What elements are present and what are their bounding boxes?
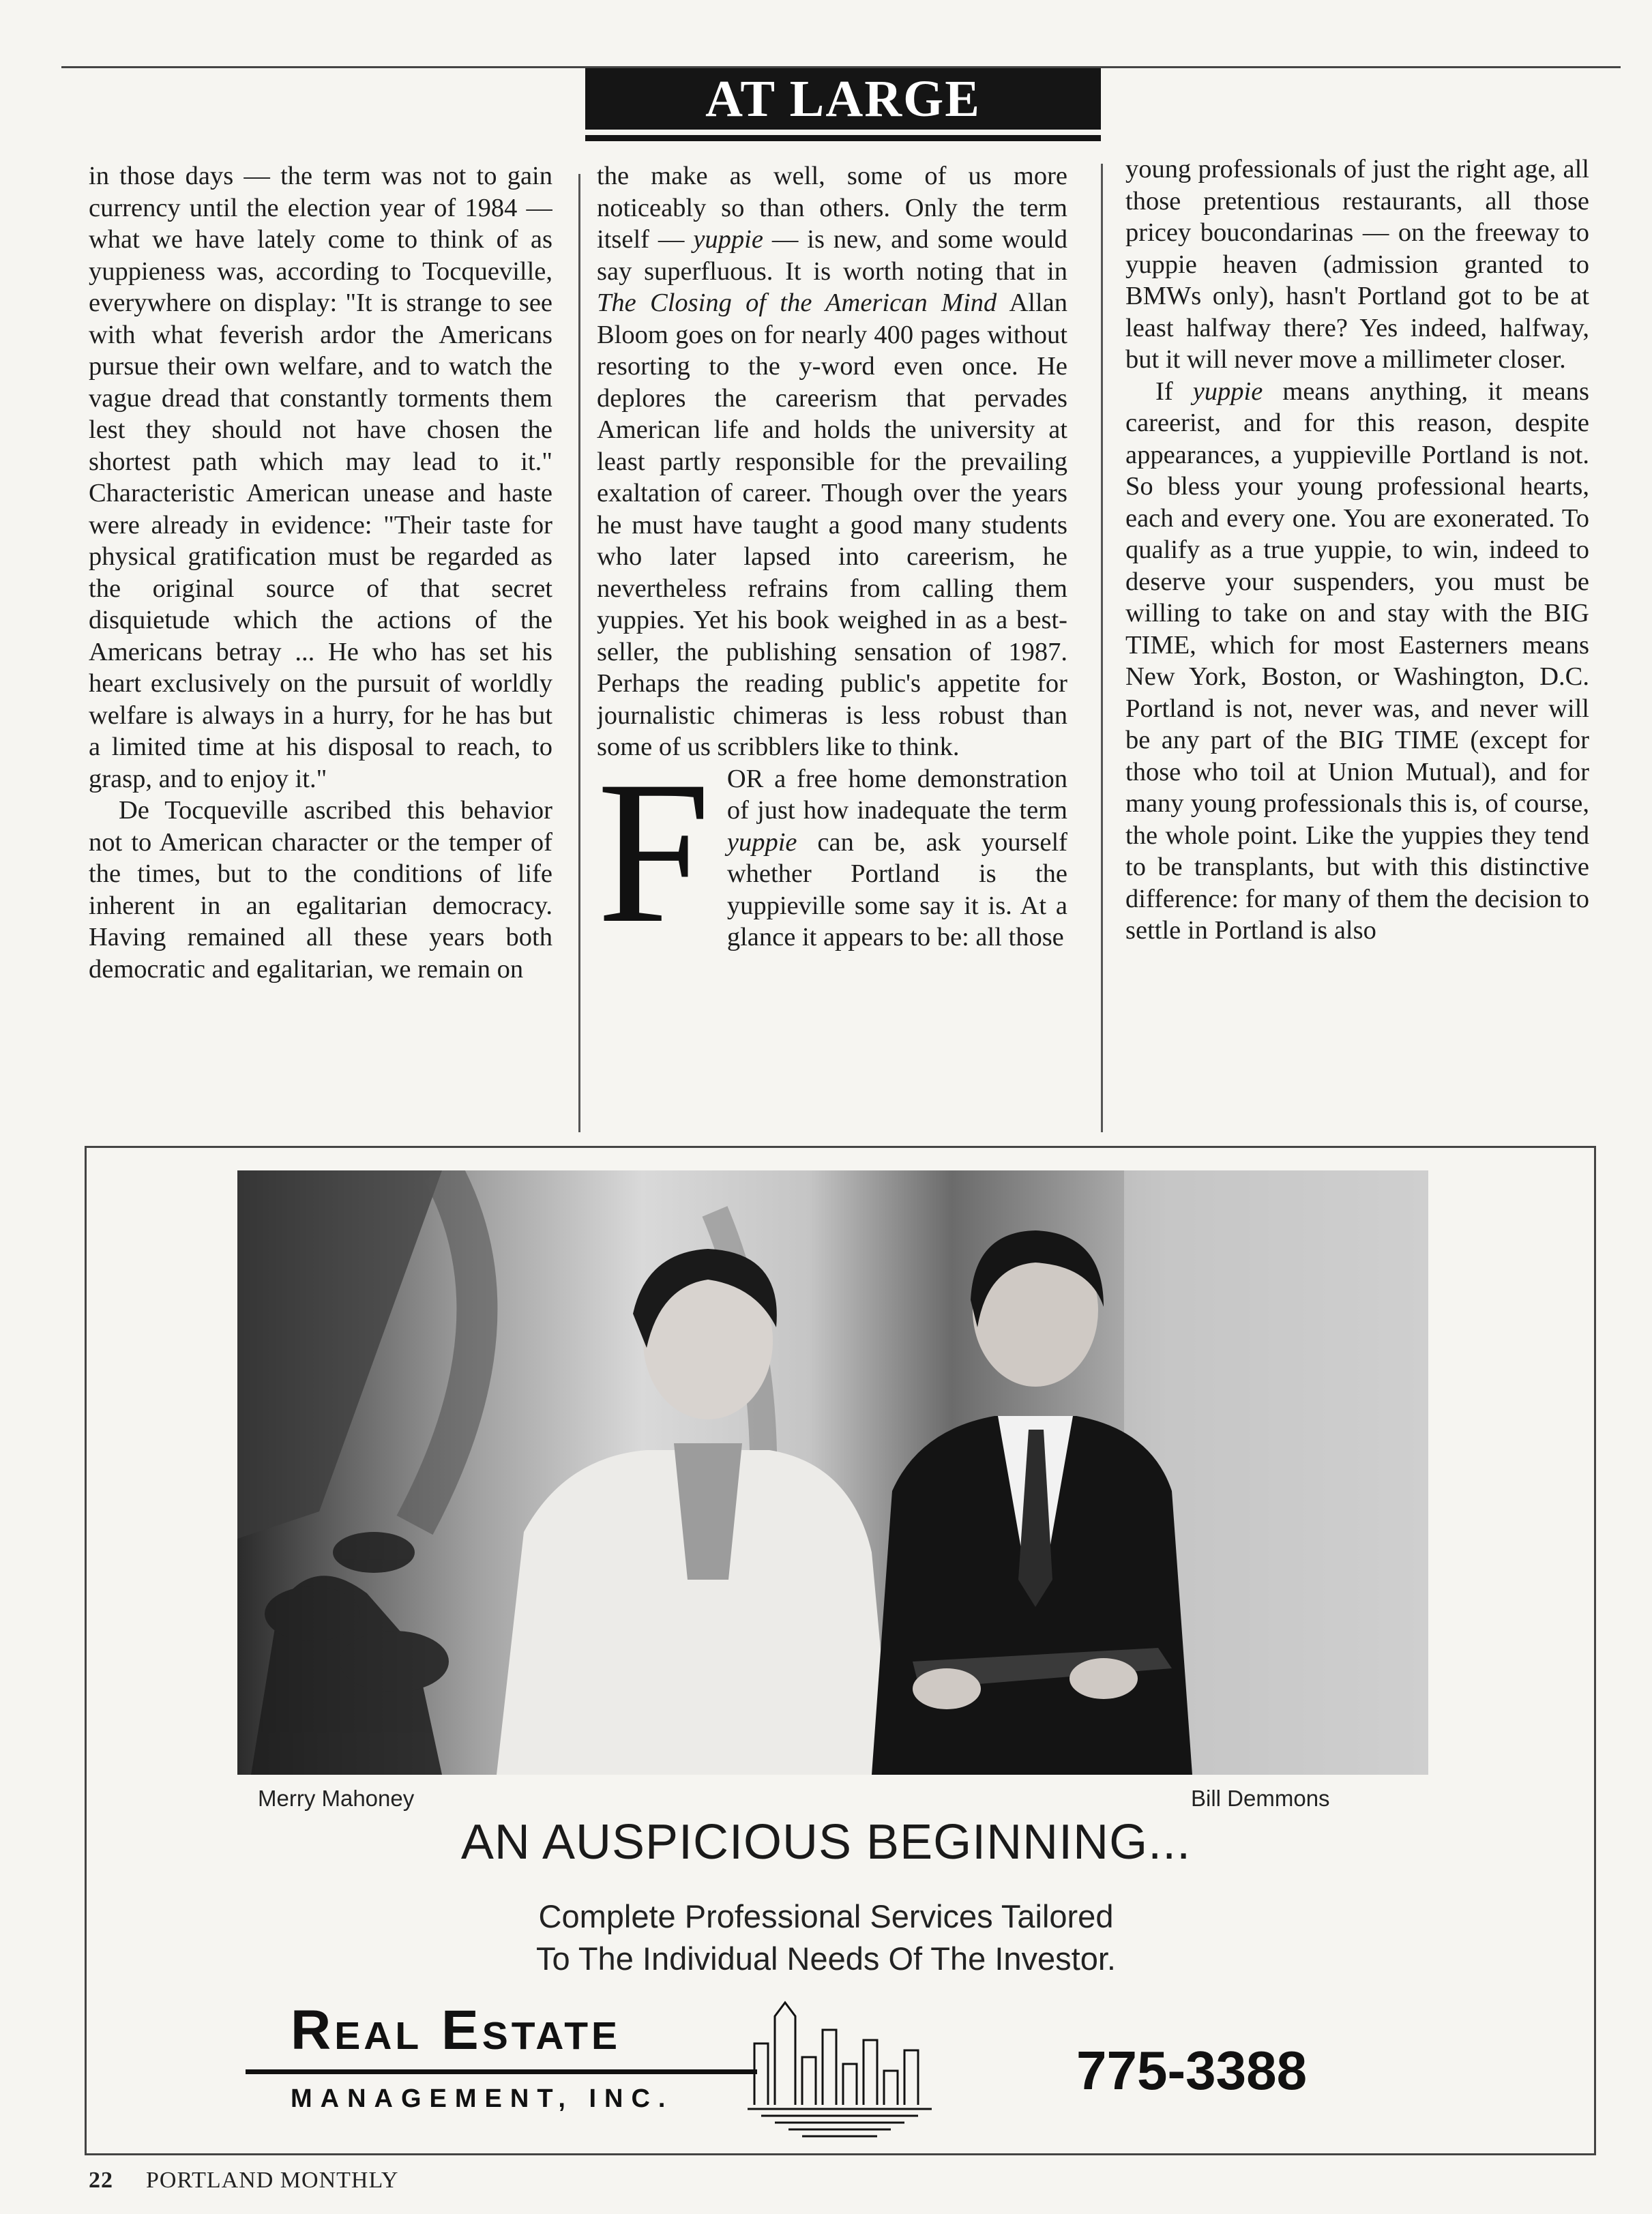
paragraph: the make as well, some of us more noticeably so than others. Only the term itself — yuppie — is new, and some would say superfluous. It is worth noting that in The Closing of the American Mind Allan Bloom goes on for nearly 400 pages without resorting to the y-word even once. He deplores the careerism that pervades American life and holds the university at least partly responsible for the prevailing exaltation of career. Though over the years he must have taught a good many students who later lapsed into careerism, he nevertheless refrains from calling them yuppies. Yet his book weighed in as a best-seller, the publishing sensation of 1987. Perhaps the reading public's appetite for journalistic chimeras is less robust than some of us scribblers like to think. <box>597 162 1067 761</box>
section-title: AT LARGE <box>585 68 1101 130</box>
logo-rule <box>246 2069 757 2074</box>
ad-headline: AN AUSPICIOUS BEGINNING... <box>460 1815 1192 1870</box>
company-subtitle: MANAGEMENT, INC. <box>291 2084 674 2113</box>
company-name: Real Estate <box>291 1999 621 2061</box>
photo-caption-right: Bill Demmons <box>1191 1786 1330 1811</box>
city-skyline-icon <box>748 1975 932 2139</box>
phone-number: 775-3388 <box>1076 2040 1308 2101</box>
ad-subline: To The Individual Needs Of The Investor. <box>536 1940 1116 1977</box>
ad-subline: Complete Professional Services Tailored <box>538 1898 1114 1934</box>
photo-caption-left: Merry Mahoney <box>258 1786 415 1811</box>
page-footer <box>89 2168 398 2194</box>
column-divider <box>578 174 580 1132</box>
drop-cap: F <box>597 738 711 965</box>
paragraph-with-dropcap: FOR a free home demonstration of just how inadequate the term yuppie can be, ask yourself whether Portland is the yuppieville some say it is. At a glance it appears to be: all those <box>597 738 1067 965</box>
article-column-1 <box>89 160 552 1112</box>
paragraph: If yuppie means anything, it means careerist, and for this reason, despite appearances, a yuppieville Portland is not. So bless your young professional hearts, each and every one. You are exonerated. To qualify as a true yuppie, to win, indeed to deserve your suspenders, you must be willing to take on and stay with the BIG TIME, which for most Easterners means New York, Boston, or Washington, D.C. Portland is not, never was, and never will be any part of the BIG TIME (except for those who toil at Union Mutual), and for many young professionals this is, of course, the whole point. Like the yuppies they tend to be transplants, but with this distinctive difference: for many of them the decision to settle in Portland is also <box>1125 377 1589 945</box>
column-divider <box>1101 164 1103 1132</box>
paragraph: in those days — the term was not to gain currency until the election year of 1984 — what we have lately come to think of as yuppieness was, according to Tocqueville, everywhere on display: "It is strange to see with what feverish ardor the Americans pursue their own welfare, and to watch the vague dread that constantly torments them lest they should not have chosen the shortest path which may lead to it." Characteristic American unease and haste were already in evidence: "Their taste for physical gratification must be regarded as the original source of that secret disquietude which the actions of the Americans betray ... He who has set his heart exclusively on the pursuit of worldly welfare is always in a hurry, for he has but a limited time at his disposal to reach, to grasp, and to enjoy it." <box>89 162 552 793</box>
article-column-2 <box>597 160 1067 1112</box>
photo-illustration <box>237 1170 1428 1775</box>
publication-name: PORTLAND MONTHLY <box>146 2168 399 2193</box>
section-title-underline <box>585 135 1101 141</box>
paragraph: young professionals of just the right age, all those pretentious restaurants, all those pricey boucondarinas — on the freeway to yuppie heaven (admission granted to BMWs only), hasn't Portland got to be at least halfway there? Yes indeed, halfway, but it will never move a millimeter closer. <box>1125 155 1589 374</box>
article-column-3 <box>1125 153 1589 1105</box>
advertisement-photo <box>237 1170 1428 1775</box>
page-number: 22 <box>89 2168 113 2193</box>
paragraph: De Tocqueville ascribed this behavior not to American character or the temper of the times, but to the conditions of life inherent in an egalitarian democracy. Having remained all these years both democratic and egalitarian, we remain on <box>89 796 552 984</box>
